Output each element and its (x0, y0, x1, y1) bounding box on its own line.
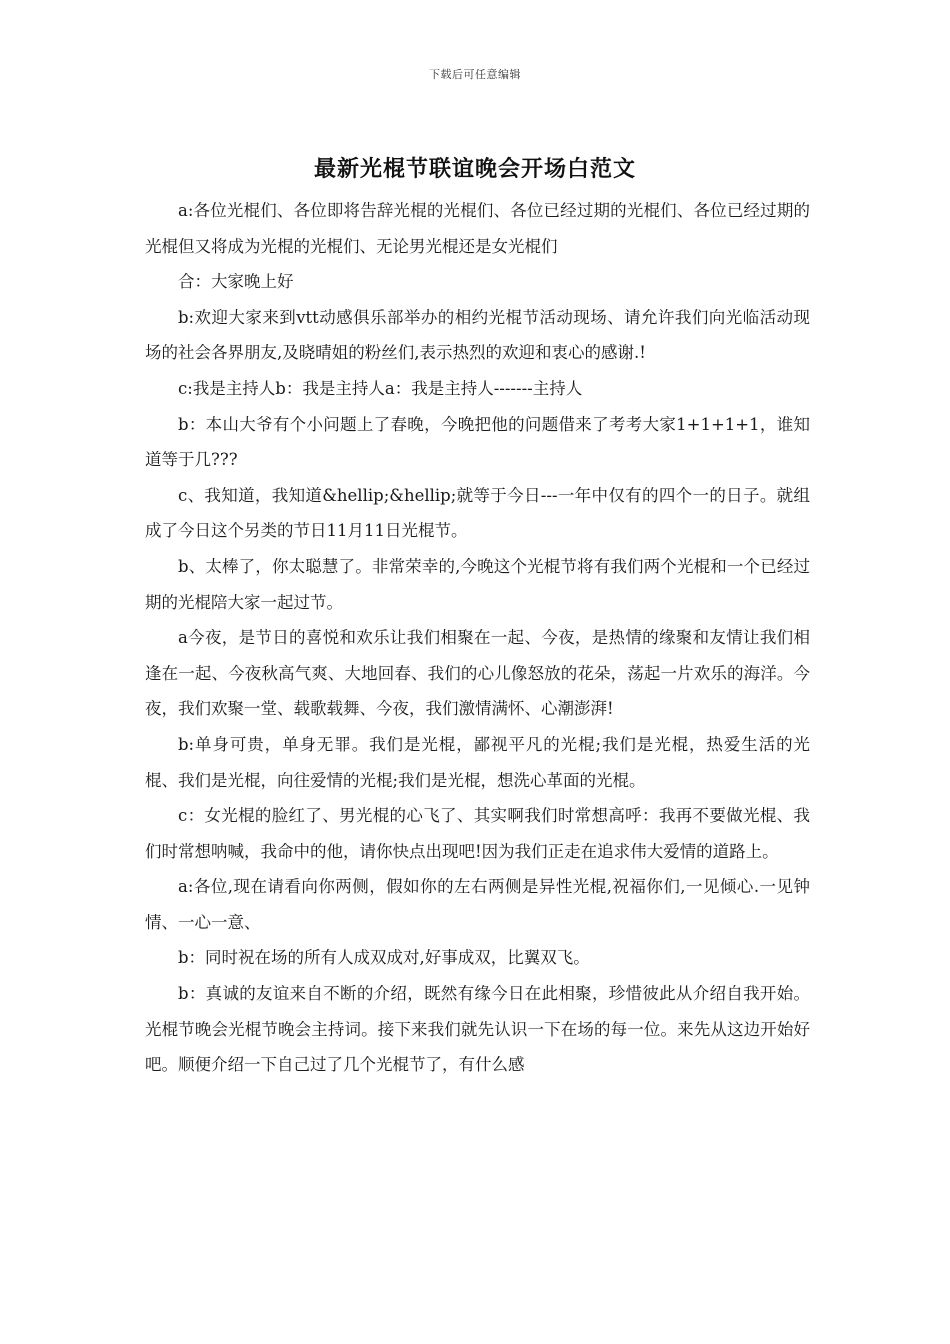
paragraph: b：真诚的友谊来自不断的介绍，既然有缘今日在此相聚，珍惜彼此从介绍自我开始。光棍节晚会光棍节晚会主持词。接下来我们就先认识一下在场的每一位。来先从这边开始好吧。顺便介绍一下自己过了几个光棍节了，有什么感 (145, 984, 810, 1075)
paragraph: b、太棒了，你太聪慧了。非常荣幸的,今晚这个光棍节将有我们两个光棍和一个已经过期的光棍陪大家一起过节。 (145, 556, 810, 612)
paragraph: c：女光棍的脸红了、男光棍的心飞了、其实啊我们时常想高呼：我再不要做光棍、我们时常想呐喊，我命中的他，请你快点出现吧!因为我们正走在追求伟大爱情的道路上。 (145, 806, 810, 861)
document-body (145, 193, 810, 1083)
paragraph: b：同时祝在场的所有人成双成对,好事成双，比翼双飞。 (178, 948, 590, 968)
paragraph: a:各位光棍们、各位即将告辞光棍的光棍们、各位已经过期的光棍们、各位已经过期的光棍但又将成为光棍的光棍们、无论男光棍还是女光棍们 (145, 201, 810, 256)
paragraph: 合：大家晚上好 (178, 272, 294, 292)
paragraph: b:单身可贵，单身无罪。我们是光棍，鄙视平凡的光棍;我们是光棍，热爱生活的光棍、我们是光棍，向往爱情的光棍;我们是光棍，想洗心革面的光棍。 (145, 734, 810, 790)
paragraph: b：本山大爷有个小问题上了春晚，今晚把他的问题借来了考考大家1+1+1+1，谁知道等于几??? (145, 414, 810, 470)
paragraph: a:各位,现在请看向你两侧，假如你的左右两侧是异性光棍,祝福你们,一见倾心.一见钟情、一心一意、 (145, 877, 810, 932)
header-note: 下载后可任意编辑 (429, 68, 521, 81)
paragraph: b:欢迎大家来到vtt动感俱乐部举办的相约光棍节活动现场、请允许我们向光临活动现场的社会各界朋友,及晓晴姐的粉丝们,表示热烈的欢迎和衷心的感谢.! (145, 307, 810, 363)
paragraph: a今夜，是节日的喜悦和欢乐让我们相聚在一起、今夜，是热情的缘聚和友情让我们相逢在一起、今夜秋高气爽、大地回春、我们的心儿像怒放的花朵，荡起一片欢乐的海洋。今夜，我们欢聚一堂、载歌载舞、今夜，我们激情满怀、心潮澎湃! (145, 628, 810, 719)
paragraph: c、我知道，我知道&hellip;&hellip;就等于今日---一年中仅有的四个一的日子。就组成了今日这个另类的节日11月11日光棍节。 (145, 485, 810, 541)
paragraph: c:我是主持人b：我是主持人a：我是主持人-------主持人 (178, 378, 583, 398)
document-title: 最新光棍节联谊晚会开场白范文 (313, 156, 636, 182)
